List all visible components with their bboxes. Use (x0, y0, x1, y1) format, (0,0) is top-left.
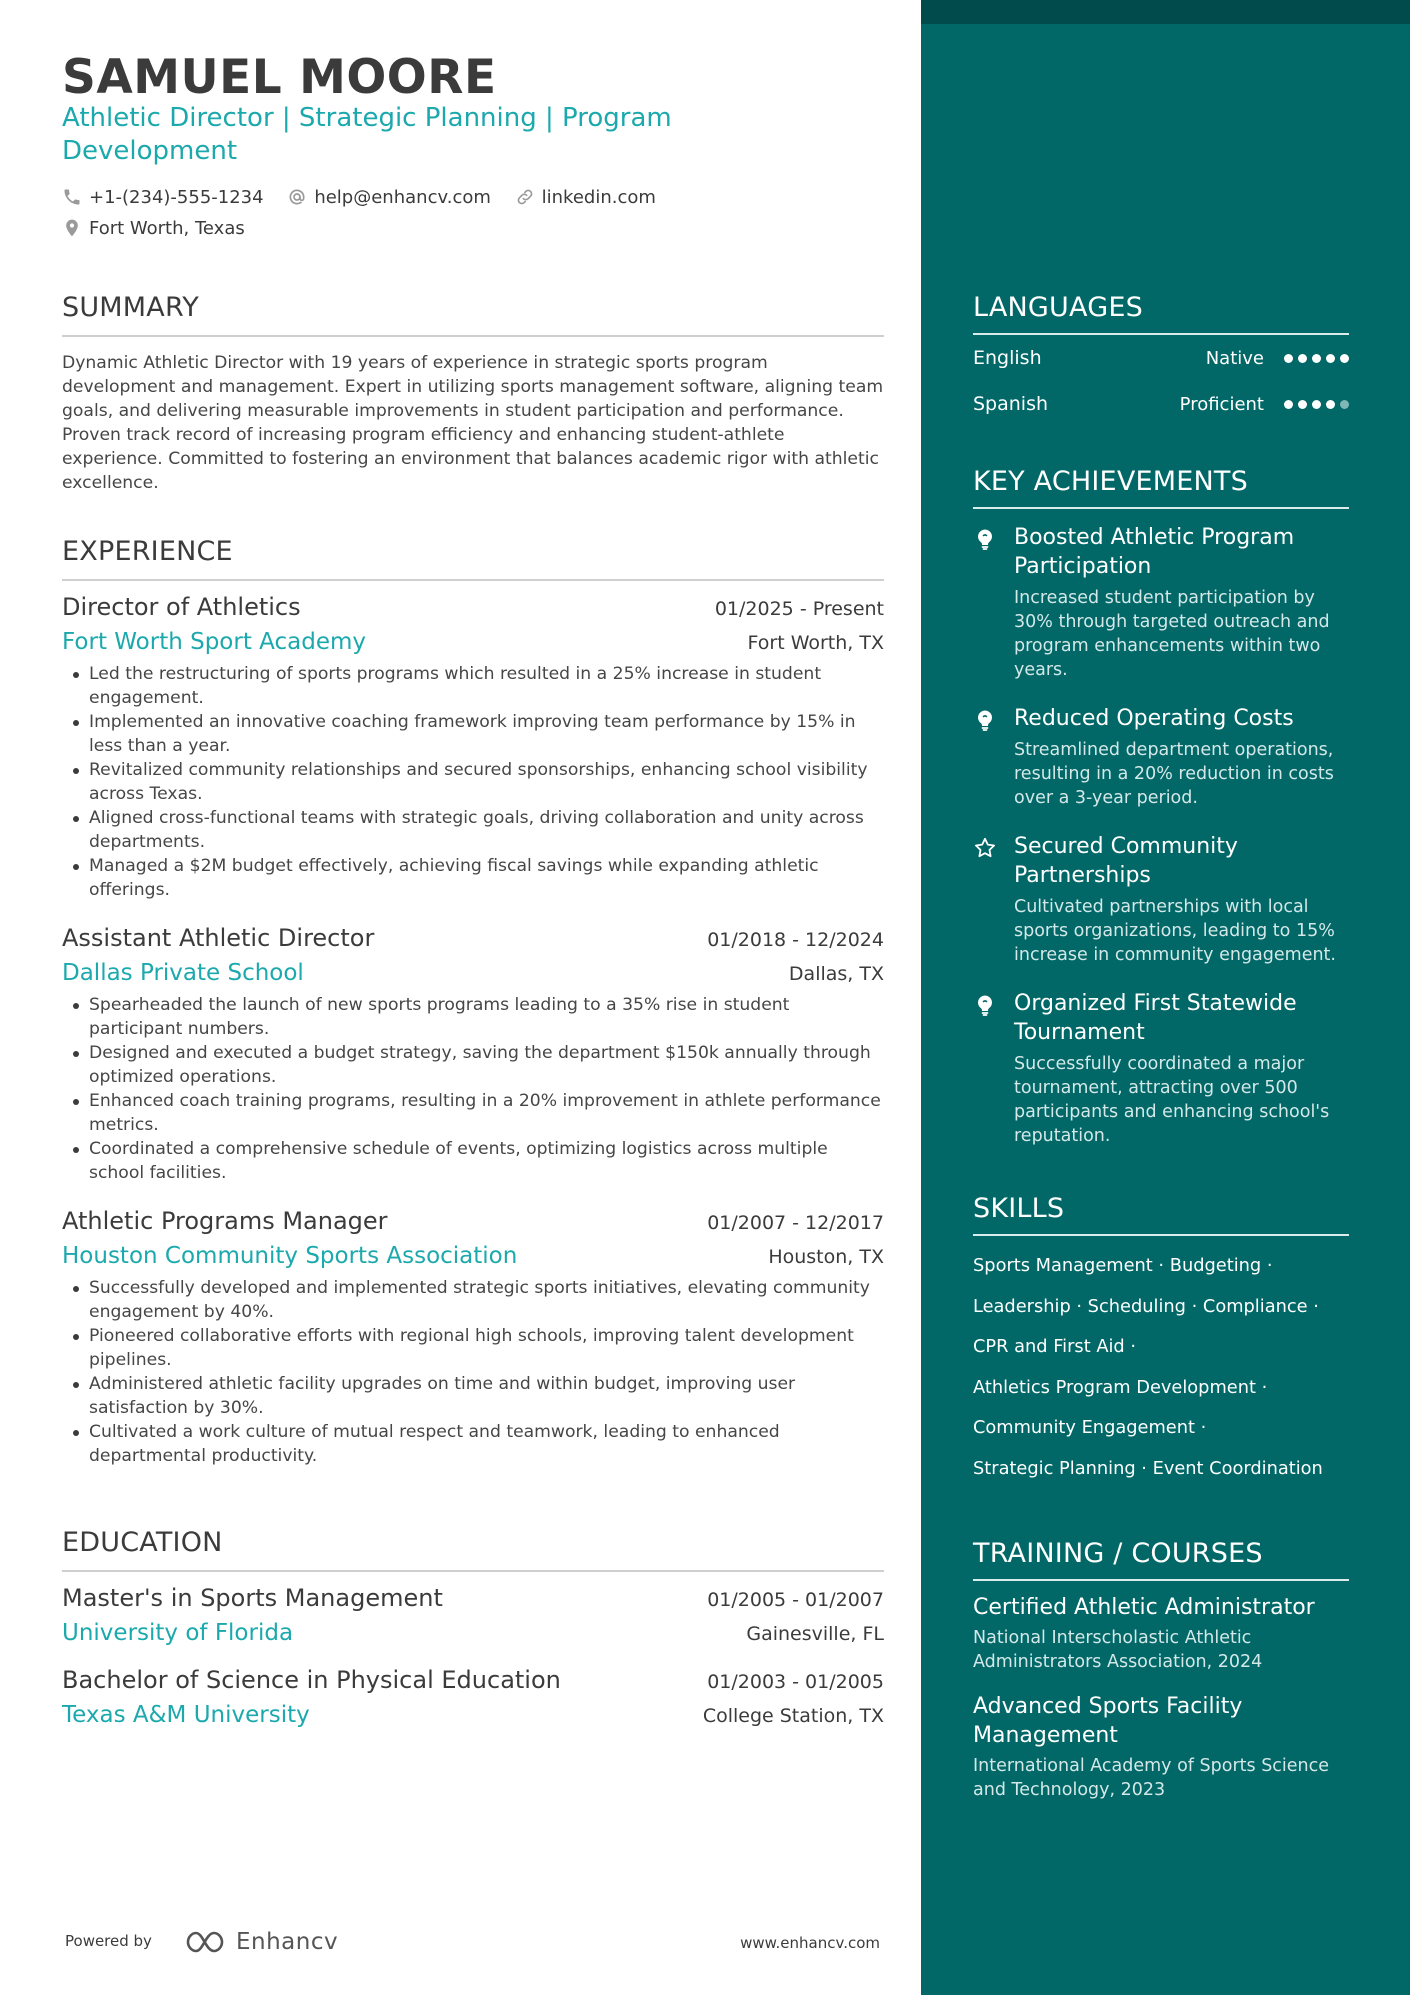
summary-section (62, 292, 884, 495)
job-company: Fort Worth Sport Academy (62, 629, 366, 655)
achievement-title: Reduced Operating Costs (1014, 706, 1294, 731)
job-bullet: Coordinated a comprehensive schedule of events, optimizing logistics across multiple school facilities. (62, 1137, 884, 1185)
job-bullet: Revitalized community relationships and secured sponsorships, enhancing school visibility across Texas. (62, 758, 884, 806)
candidate-name: SAMUEL MOORE (62, 50, 497, 105)
at-sign-icon (287, 187, 307, 207)
achievement-description: Cultivated partnerships with local sports organizations, leading to 15% increase in community engagement. (1014, 897, 1336, 965)
education-school: Texas A&M University (62, 1702, 310, 1728)
job-bullets (62, 662, 884, 902)
skills-line: Athletics Program Development · (973, 1376, 1268, 1398)
job-bullet: Managed a $2M budget effectively, achieving fiscal savings while expanding athletic offerings. (62, 854, 884, 902)
contact-location (62, 216, 245, 240)
contact-linkedin[interactable] (515, 185, 656, 209)
job-dates: 01/2018 - 12/2024 (707, 929, 884, 951)
rating-dot-filled (1312, 400, 1321, 409)
job-dates: 01/2025 - Present (714, 598, 884, 620)
language-item (973, 381, 1349, 427)
achievement-description: Successfully coordinated a major tournament, attracting over 500 participants and enhancing school's reputation. (1014, 1054, 1330, 1146)
email-address[interactable]: help@enhancv.com (314, 186, 491, 208)
enhancv-logo-text: Enhancv (236, 1929, 339, 1955)
rating-dot-filled (1312, 354, 1321, 363)
education-dates: 01/2003 - 01/2005 (707, 1671, 884, 1693)
job-role: Director of Athletics (62, 593, 301, 621)
location-text: Fort Worth, Texas (89, 217, 245, 239)
enhancv-logo[interactable] (184, 1928, 338, 1956)
enhancv-logo-icon (184, 1928, 232, 1956)
experience-title: EXPERIENCE (62, 536, 884, 581)
website-link[interactable]: www.enhancv.com (740, 1934, 880, 1952)
training-section (973, 1538, 1349, 1802)
job-bullet: Implemented an innovative coaching framework improving team performance by 15% in less than a year. (62, 710, 884, 758)
job-bullet: Led the restructuring of sports programs which resulted in a 25% increase in student engagement. (62, 662, 884, 710)
job-entry (62, 593, 884, 902)
star-icon (973, 836, 997, 860)
link-icon (515, 187, 535, 207)
course-item (973, 1593, 1349, 1674)
phone-number: +1-(234)-555-1234 (89, 186, 264, 208)
contact-info (62, 185, 884, 243)
achievement-title: Organized First Statewide Tournament (1014, 991, 1297, 1045)
rating-dot-filled (1326, 400, 1335, 409)
language-level: Native (1205, 347, 1264, 369)
achievement-item (973, 523, 1349, 682)
achievement-item (973, 832, 1349, 967)
job-bullet: Designed and executed a budget strategy, saving the department $150k annually through optimized operations. (62, 1041, 884, 1089)
job-bullet: Cultivated a work culture of mutual respect and teamwork, leading to enhanced departmental productivity. (62, 1420, 884, 1468)
lightbulb-icon (973, 527, 997, 551)
summary-title: SUMMARY (62, 292, 884, 337)
education-entry (62, 1584, 884, 1646)
course-description: National Interscholastic Athletic Administrators Association, 2024 (973, 1628, 1263, 1672)
sidebar-top-band (921, 0, 1410, 24)
job-role: Athletic Programs Manager (62, 1207, 388, 1235)
linkedin-link[interactable]: linkedin.com (541, 186, 656, 208)
rating-dot-filled (1340, 354, 1349, 363)
education-section (62, 1527, 884, 1728)
skills-line: Community Engagement · (973, 1417, 1207, 1439)
job-location: Houston, TX (768, 1246, 884, 1268)
education-degree: Master's in Sports Management (62, 1584, 443, 1612)
job-location: Dallas, TX (788, 963, 884, 985)
skills-section (973, 1193, 1349, 1490)
education-degree: Bachelor of Science in Physical Education (62, 1666, 561, 1694)
rating-dot-filled (1298, 354, 1307, 363)
achievements-section (973, 466, 1349, 1148)
skills-line: Strategic Planning · Event Coordination (973, 1457, 1323, 1479)
rating-dot-filled (1284, 400, 1293, 409)
job-entry (62, 1207, 884, 1468)
languages-section (973, 292, 1349, 427)
languages-title: LANGUAGES (973, 292, 1349, 335)
achievement-title: Boosted Athletic Program Participation (1014, 525, 1295, 579)
education-location: College Station, TX (702, 1705, 884, 1727)
job-location: Fort Worth, TX (747, 632, 884, 654)
rating-dot-filled (1326, 354, 1335, 363)
language-name: Spanish (973, 393, 1049, 415)
skills-title: SKILLS (973, 1193, 1349, 1236)
lightbulb-icon (973, 708, 997, 732)
rating-dot-filled (1284, 354, 1293, 363)
candidate-headline: Athletic Director | Strategic Planning | Program Development (62, 103, 672, 166)
achievement-item (973, 704, 1349, 810)
language-item (973, 335, 1349, 381)
education-title: EDUCATION (62, 1527, 884, 1572)
phone-icon (62, 187, 82, 207)
contact-phone (62, 185, 264, 209)
sidebar (921, 0, 1410, 1995)
job-role: Assistant Athletic Director (62, 924, 375, 952)
summary-text: Dynamic Athletic Director with 19 years of experience in strategic sports program development and management. Expert in utilizing sports management software, aligning team goals, and delivering measurable improvements in student participation and performance. Proven track record of increasing program efficiency and enhancing student-athlete experience. Committed to fostering an environment that balances academic rigor with athletic excellence. (62, 353, 884, 493)
language-name: English (973, 347, 1042, 369)
job-bullet: Aligned cross-functional teams with strategic goals, driving collaboration and unity across departments. (62, 806, 884, 854)
training-title: TRAINING / COURSES (973, 1538, 1349, 1581)
course-title: Certified Athletic Administrator (973, 1595, 1315, 1620)
skills-line: CPR and First Aid · (973, 1336, 1137, 1358)
language-rating (1284, 400, 1349, 409)
skills-list (973, 1246, 1349, 1490)
skills-line: Leadership · Scheduling · Compliance · (973, 1295, 1319, 1317)
job-bullet: Spearheaded the launch of new sports programs leading to a 35% rise in student participant numbers. (62, 993, 884, 1041)
experience-section (62, 536, 884, 1468)
education-entry (62, 1666, 884, 1728)
achievement-title: Secured Community Partnerships (1014, 834, 1238, 888)
education-school: University of Florida (62, 1620, 294, 1646)
job-bullets (62, 1276, 884, 1468)
job-company: Houston Community Sports Association (62, 1243, 518, 1269)
job-bullet: Pioneered collaborative efforts with regional high schools, improving talent development pipelines. (62, 1324, 884, 1372)
location-pin-icon (62, 218, 82, 238)
job-company: Dallas Private School (62, 960, 304, 986)
rating-dot-empty (1340, 400, 1349, 409)
job-dates: 01/2007 - 12/2017 (707, 1212, 884, 1234)
job-bullet: Successfully developed and implemented strategic sports initiatives, elevating community engagement by 40%. (62, 1276, 884, 1324)
education-dates: 01/2005 - 01/2007 (707, 1589, 884, 1611)
job-bullet: Administered athletic facility upgrades on time and within budget, improving user satisfaction by 30%. (62, 1372, 884, 1420)
language-rating (1284, 354, 1349, 363)
language-level: Proficient (1179, 393, 1264, 415)
contact-email[interactable] (287, 185, 491, 209)
course-title: Advanced Sports Facility Management (973, 1694, 1243, 1748)
footer (62, 1930, 884, 1960)
course-description: International Academy of Sports Science and Technology, 2023 (973, 1756, 1330, 1800)
job-bullet: Enhanced coach training programs, resulting in a 20% improvement in athlete performance metrics. (62, 1089, 884, 1137)
achievement-description: Streamlined department operations, resulting in a 20% reduction in costs over a 3-year period. (1014, 740, 1334, 808)
job-entry (62, 924, 884, 1185)
powered-by-label: Powered by (65, 1932, 152, 1950)
achievement-item (973, 989, 1349, 1148)
skills-line: Sports Management · Budgeting · (973, 1255, 1273, 1276)
job-bullets (62, 993, 884, 1185)
achievements-title: KEY ACHIEVEMENTS (973, 466, 1349, 509)
rating-dot-filled (1298, 400, 1307, 409)
lightbulb-icon (973, 993, 997, 1017)
achievement-description: Increased student participation by 30% through targeted outreach and program enhancements within two years. (1014, 588, 1330, 680)
course-item (973, 1692, 1349, 1802)
education-location: Gainesville, FL (746, 1623, 884, 1645)
